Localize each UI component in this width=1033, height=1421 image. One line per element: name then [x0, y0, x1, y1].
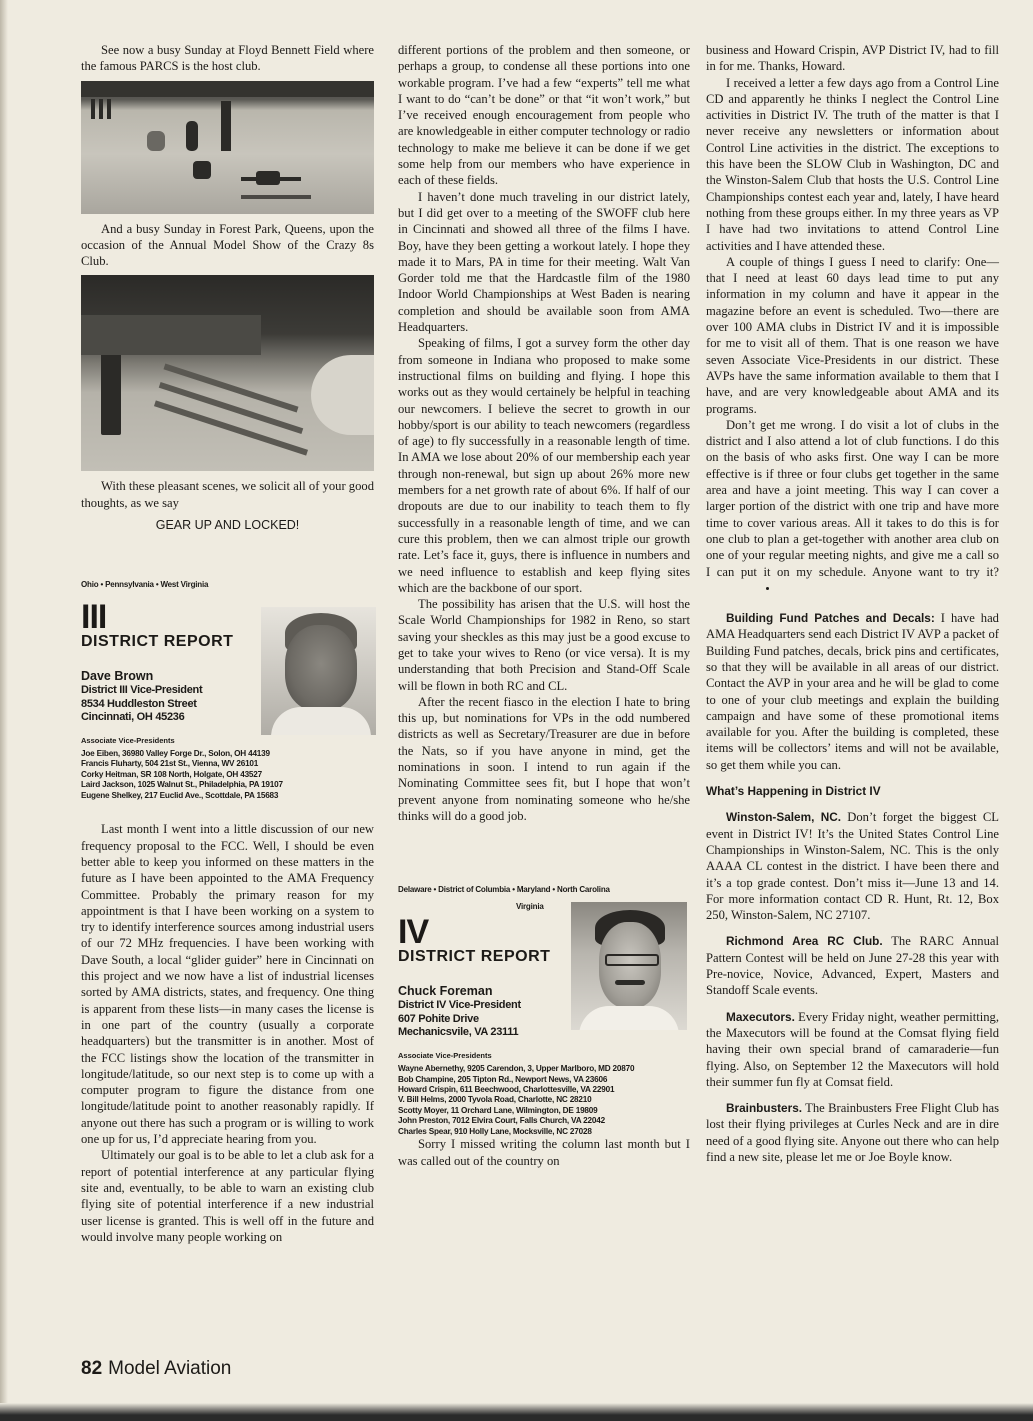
district-iii-paragraph-5: Speaking of films, I got a survey form the other day from someone in Indiana who proposed to make some instructional films on building and flying. I hope this works out as they would certainely be helpful in teaching our newcomers. I believe the secret to growth in our hobby/sport is our ability to teach newcomers (regardless of age) to fly successfully in a reasonable length of time. In AMA we lose about 20% of our membership each year through non-renewal, but sign up about 26% more new members for a net growth rate of about 6%. If half of our dropouts are due to our inability to teach them to fly successfully in a reasonable length of time, and we can cure this problem, then we can almost triple our growth rate. Let’s face it, guys, there is influence in numbers and we need influence to establish and keep flying sites which are the backbone of our sport. [398, 336, 690, 595]
richmond-text: The RARC Annual Pattern Contest will be held on June 27-28 this year with Pre-novice, Novice, Advanced, Expert, Masters and Standoff Scale events. [706, 934, 999, 998]
maxecutors-paragraph [706, 1009, 999, 1090]
building-fund-paragraph [706, 610, 999, 773]
photo-forest-park-queens [81, 275, 374, 471]
winston-salem-runin: Winston-Salem, NC. [726, 810, 842, 825]
district-iv-vp-title: District IV Vice-President [398, 999, 521, 1012]
district-iv-numeral: IV [398, 912, 429, 951]
column-3 [706, 42, 999, 1165]
page-edge [0, 0, 8, 1421]
page-edge-bottom [0, 1403, 1033, 1421]
avp-list-item: Wayne Abernethy, 9205 Carendon, 3, Upper Marlboro, MD 20870 [398, 1064, 635, 1074]
maxecutors-text: Every Friday night, weather permitting, the Maxecutors will be found at the Comsat flying field having their own special brand of camaraderie—fun flying. Also, on September 12 the Maxecutors will hold their summer fun fly at Comsat field. [706, 1009, 999, 1089]
brainbusters-paragraph [706, 1100, 999, 1165]
district-iii-paragraph-4: I haven’t done much traveling in our district lately, but I did get over to a meeting of the SWOFF club here in Cincinnati and showed all three of the films I have. Boy, have they been getting a workout lately. I hope they made it to Mars, PA in time for their meeting. Walt Van Gorder told me that the Hardcastle film of the 1980 Indoor World Championships at West Baden is nearing completion and should be available soon from AMA Headquarters. [398, 189, 690, 335]
avp-list-item: V. Bill Helms, 2000 Tyvola Road, Charlotte, NC 28210 [398, 1095, 592, 1105]
district-iv-avp-heading: Associate Vice-Presidents [398, 1050, 492, 1060]
brainbusters-runin: Brainbusters. [726, 1101, 803, 1116]
district-iii-vp-city: Cincinnati, OH 45236 [81, 711, 185, 724]
district-iii-numeral: III [81, 597, 107, 636]
district-iv-paragraph-3: I received a letter a few days ago from a Control Line CD and apparently he thinks I neglect the Control Line activities in District IV. The truth of the matter is that I never receive any newsletters or information about Control Line activities in the district. The exceptions to this have been the SLOW Club in Washington, DC and the Winston-Salem Club that hosts the U.S. Control Line Championships contest each year and, lately, I have heard nothing from these groups either. In my three years as VP I have had two invitations to attend Control Line activities and I have attended these. [706, 75, 999, 253]
portrait-chuck-foreman [571, 902, 687, 1030]
district-iii-avp-heading: Associate Vice-Presidents [81, 735, 175, 745]
caption-forest-park: And a busy Sunday in Forest Park, Queens, upon the occasion of the Annual Model Show of the Crazy 8s Club. [81, 221, 374, 269]
avp-list-item: Laird Jackson, 1025 Walnut St., Philadelphia, PA 19107 [81, 780, 283, 790]
district-iv-paragraph-1: Sorry I missed writing the column last month but I was called out of the country on [398, 1137, 690, 1168]
portrait-dave-brown [261, 607, 376, 735]
district-iv-header [398, 882, 690, 1136]
district-iii-paragraph-2: Ultimately our goal is to be able to let a club ask for a report of potential interference at any particular flying site and, eventually, to be able to warn an existing club flying site of potential interference if a new industrial user license is granted. This is well off in the future and would involve many people working on [81, 1148, 374, 1244]
district-iv-paragraph-2: business and Howard Crispin, AVP District IV, had to fill in for me. Thanks, Howard. [706, 43, 999, 74]
richmond-paragraph [706, 933, 999, 998]
column-1 [81, 42, 374, 1245]
avp-list-item: Corky Heitman, SR 108 North, Holgate, OH 43527 [81, 769, 262, 779]
brainbusters-text: The Brainbusters Free Flight Club has lost their flying privileges at Curles Neck and are in dire need of a good flying site. Anyone out there who can help find a new site, please let me or Joe Boyle know. [706, 1101, 999, 1164]
district-iv-vp-name: Chuck Foreman [398, 984, 493, 999]
closing-remarks: With these pleasant scenes, we solicit all of your good thoughts, as we say [81, 479, 374, 510]
avp-list-item: Bob Champine, 205 Tipton Rd., Newport News, VA 23606 [398, 1074, 608, 1084]
district-iv-title: DISTRICT REPORT [398, 947, 551, 965]
district-iii-paragraph-3: different portions of the problem and then someone, or perhaps a group, to condense all these portions into one workable program. I’ve had a few “experts” tell me what I want to do “can’t be done” or that “it won’t work,” but I’ve received enough encouragement from people who are knowledgeable in either computer technology or radio technology to make me believe it can be done if we get some help from our members who have experience in each of these fields. [398, 43, 690, 188]
richmond-runin: Richmond Area RC Club. [726, 934, 883, 949]
district-iii-paragraph-1: Last month I went into a little discussion of our new frequency proposal to the FCC. Well, I should be even better able to keep you informed on these matters in the future as I have been appointed to the AMA Frequency Committee. Probably the primary reason for my appointment is that I have been working on a system to try to identify interference sources among industrial users of our 72 MHz frequencies. I have been working with Dave South, a local “glider guider” here in Cincinnati on this project and we now have a list of industrial licenses sorted by AMA districts, states, and frequency. One thing is apparent from these lists—in many cases the license is in one part of the country (usually a corporate headquarters) but the transmitter is in another. Most of the FCC listings show the location of the transmitter in longitude/latitude, so our next step is to come up with a computer program to figure the distance from one longitude/latitude point to another reasonably rapidly. If anyone out there has such a program or is willing to work one up for us, I’d appreciate hearing from you. [81, 822, 374, 1147]
page-number: 82 [81, 1358, 103, 1379]
district-iii-states: Ohio • Pennsylvania • West Virginia [81, 580, 209, 590]
column-2 [398, 42, 690, 1169]
district-iii-vp-title: District III Vice-President [81, 684, 203, 697]
district-iii-header [81, 577, 374, 815]
avp-list-item: Charles Spear, 910 Holly Lane, Mocksville, NC 27028 [398, 1126, 592, 1136]
whats-happening-heading: What’s Happening in District IV [706, 784, 881, 799]
winston-salem-paragraph [706, 809, 999, 923]
district-iv-states-line2: Virginia [516, 901, 544, 911]
district-iii-title: DISTRICT REPORT [81, 632, 234, 650]
district-iii-vp-name: Dave Brown [81, 668, 154, 683]
winston-salem-text: Don’t forget the biggest CL event in District IV! It’s the United States Control Line Championships in Winston-Salem, NC. This is the only AAAA CL contest in the district. I have been there and it’s a top grade contest. Don’t miss it—June 13 and 14. For more information contact CD R. Hunt, Rt. 12, Box 250, Winston-Salem, NC 27107. [706, 810, 999, 923]
avp-list-item: John Preston, 7012 Elvira Court, Falls Church, VA 22042 [398, 1116, 605, 1126]
photo-floyd-bennett-field [81, 81, 374, 214]
end-mark-icon [766, 587, 769, 590]
district-iv-paragraph-5 [706, 417, 999, 596]
district-iii-paragraph-6: The possibility has arisen that the U.S. will host the Scale World Championships for 1982 in Reno, so start saving your sheckles as this may just be a good excuse to get to take your wives to Reno (or vice versa). It is my understanding that both Precision and Stand-Off Scale will be flown in both RC and CL. [398, 597, 690, 693]
page-footer [81, 1358, 231, 1380]
district-iv-states: Delaware • District of Columbia • Maryland • North Carolina [398, 885, 610, 895]
district-iv-paragraph-5-text: Don’t get me wrong. I do visit a lot of clubs in the district and I also attend a lot of club functions. I do this on the basis of who asks first. One way I can be more effective is if three or four clubs get together in the same area and have a joint meeting. This way I can cover a larger portion of the district with one trip and have more time to cover various areas. All it takes to do this is for one club to plan a get-together with another area club on one of your regular meeting nights, and give me a call so I can put it on my schedule. Anyone want to try it? [706, 417, 999, 579]
district-iii-paragraph-7: After the recent fiasco in the election I hate to bring this up, but nominations for VPs in the odd numbered districts as well as Secretary/Treasurer are due in before the Nats, so if you have anyone in mind, get the nominations in soon. I intend to run again if the Nominating Committee sees fit, but I hope that won’t prevent anyone from nominating someone who he/she thinks will do a good job. [398, 694, 690, 823]
maxecutors-runin: Maxecutors. [726, 1009, 795, 1024]
district-iv-vp-street: 607 Pohite Drive [398, 1012, 479, 1025]
district-iv-paragraph-4: A couple of things I guess I need to clarify: One—that I need at least 60 days lead time to put any information in my column and have it appear in the magazine before an event is scheduled. Two—there are over 100 AMA clubs in District IV and it is impossible for me to visit all of them. That is one reason we have seven Associate Vice-Presidents in our district. These AVPs have the same information available to them that I have, and are very knowledgeable about AMA and its programs. [706, 254, 999, 416]
avp-list-item: Scotty Moyer, 11 Orchard Lane, Wilmington, DE 19809 [398, 1105, 598, 1115]
avp-list-item: Joe Eiben, 36980 Valley Forge Dr., Solon, OH 44139 [81, 749, 270, 759]
district-iv-vp-city: Mechanicsvile, VA 23111 [398, 1026, 519, 1039]
publication-name: Model Aviation [108, 1358, 232, 1379]
building-fund-runin: Building Fund Patches and Decals: [726, 611, 935, 626]
caption-floyd-bennett: See now a busy Sunday at Floyd Bennett Field where the famous PARCS is the host club. [81, 43, 374, 74]
avp-list-item: Francis Fluharty, 504 21st St., Vienna, WV 26101 [81, 759, 259, 769]
building-fund-text: I have had AMA Headquarters send each District IV AVP a packet of Building Fund patches, decals, brick pins and certificates, so that they will be available in all areas of our district. Contact the AVP in your area and he will be glad to come to one of your club meetings and explain the building campaign and have some of these promotional items available for you. After the building is completed, these items will be collectors’ items and will not be available, so get them while you can. [706, 611, 999, 772]
district-iii-vp-street: 8534 Huddleston Street [81, 697, 197, 710]
avp-list-item: Eugene Shelkey, 217 Euclid Ave., Scottdale, PA 15683 [81, 790, 279, 800]
avp-list-item: Howard Crispin, 611 Beechwood, Charlottesville, VA 22901 [398, 1085, 615, 1095]
signoff: GEAR UP AND LOCKED! [155, 518, 300, 533]
